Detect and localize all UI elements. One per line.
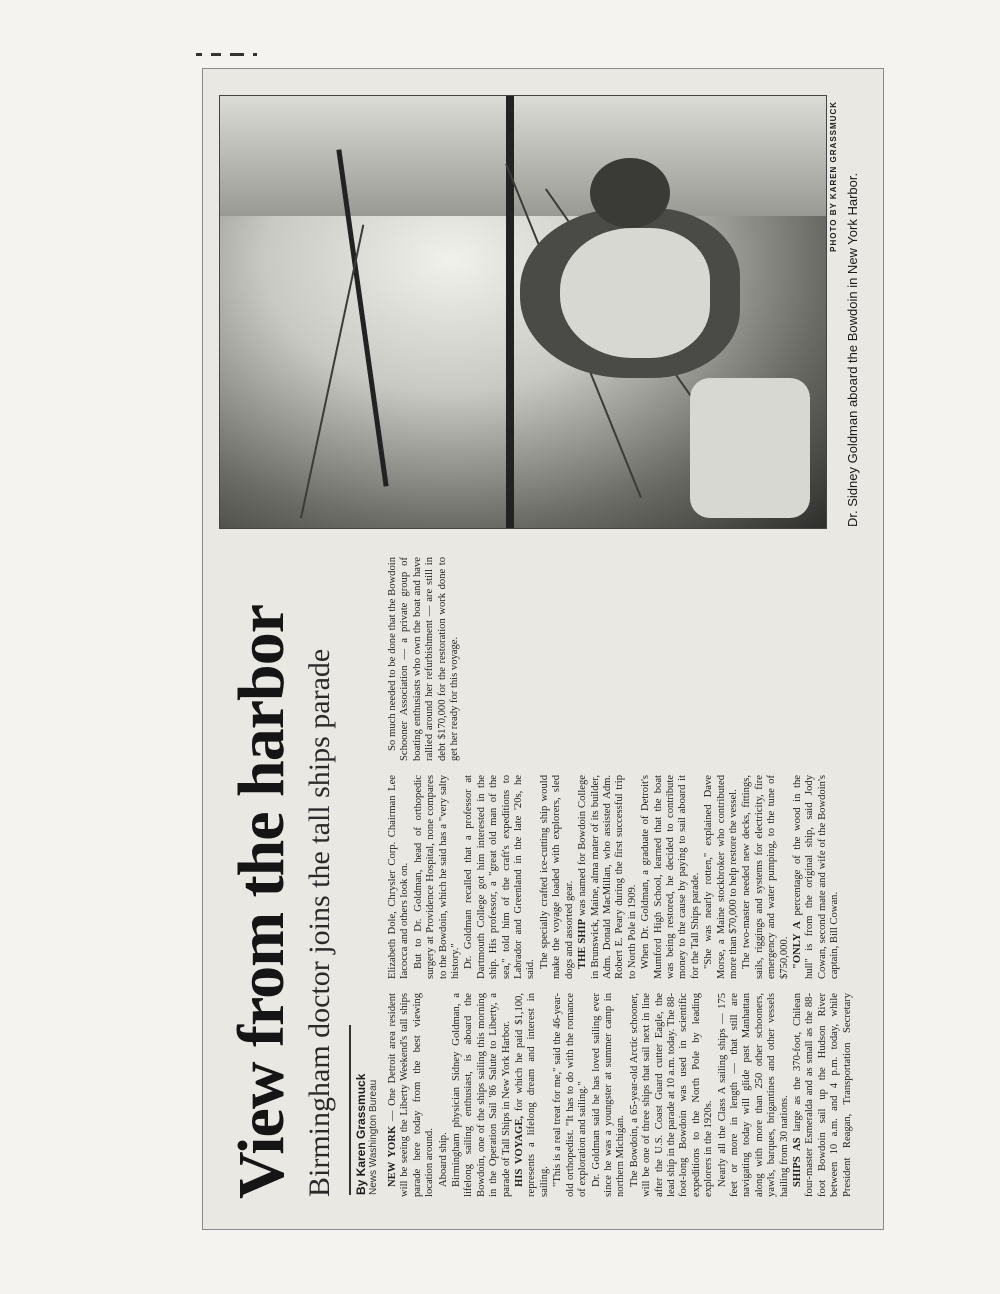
paragraph-text: So much needed to be done that the Bowdoin Schooner Association — a private group of boating enthusiasts who own the boat and have rallied around her refurbishment — are still in debt $170,000 for the restoration work done to get her ready for this voyage. — [387, 557, 461, 761]
article-photo — [219, 95, 827, 529]
article-paragraph — [413, 775, 463, 979]
photo-sky — [220, 96, 826, 216]
paragraph-lead-in: NEW YORK — [387, 1125, 398, 1187]
byline — [349, 1025, 379, 1195]
article-paragraph — [792, 775, 842, 979]
paragraph-lead-in: HIS VOYAGE, — [514, 1116, 526, 1187]
article-paragraph — [463, 775, 537, 979]
photo-person-head — [590, 158, 670, 228]
article-paragraph — [741, 775, 791, 979]
paragraph-lead-in: "ONLY A — [792, 921, 803, 969]
article-paragraph — [451, 993, 513, 1197]
article-paragraph — [577, 775, 639, 979]
article-paragraph — [703, 775, 740, 979]
photo-sail — [690, 378, 810, 518]
article-paragraph — [438, 993, 450, 1197]
scan-artifact-dashes — [196, 44, 266, 52]
article-body — [387, 557, 863, 1197]
paragraph-lead-in: THE SHIP — [577, 918, 589, 969]
article-paragraph — [717, 993, 791, 1197]
paragraph-text: The Bowdoin, a 65-year-old Arctic schooner, will be one of three ships that sail next in line after the U.S. Coast Guard cutter Eagle, the lead ship in the parade at 10 a.m. today. The 88-foot-long Bowdoin was used in scientific expeditions to the North Pole by leading explorers in the 1920s. — [628, 993, 715, 1197]
article-paragraph — [552, 993, 589, 1197]
paragraph-text: But to Dr. Goldman, head of orthopedic surgery at Providence Hospital, none compares to the Bowdoin, which he said has a "very salty history." — [412, 775, 462, 979]
byline-author: By Karen Grassmuck — [354, 1073, 368, 1195]
article-paragraph — [640, 775, 702, 979]
rotated-article — [203, 69, 883, 1229]
article-paragraph — [387, 557, 461, 761]
article-paragraph — [629, 993, 716, 1197]
paragraph-text: Birmingham physician Sidney Goldman, a lifelong sailing enthusiast, is aboard the Bowdoin, one of the ships sailing this morning in the Operation Sail '86 Salute to Liberty, a parade of Tall Ships in New York Harbor. — [451, 993, 512, 1197]
paragraph-lead-in: SHIPS AS — [792, 1137, 803, 1187]
paragraph-text: Dr. Goldman said he has loved sailing ever since he was a youngster at summer camp in northern Michigan. — [590, 993, 627, 1197]
photo-caption: Dr. Sidney Goldman aboard the Bowdoin in New York Harbor. — [845, 172, 860, 527]
article-paragraph — [514, 993, 551, 1197]
photo-credit: PHOTO BY KAREN GRASSMUCK — [829, 101, 838, 252]
photo-mast — [506, 96, 514, 528]
paragraph-text: — One Detroit area resident will be seeing the Liberty Weekend's tall ships parade here today from the best viewing location around. — [387, 993, 436, 1197]
paragraph-text: The specially crafted ice-cutting ship would make the voyage loaded with explorers, sled dogs and assorted gear. — [538, 775, 575, 979]
paragraph-text: Dr. Goldman recalled that a professor at Dartmouth College got him interested in the ship. His professor, a "great old man of the sea," told him of the craft's expeditions to Labrador and Greenland in the late '20s, he said. — [463, 775, 537, 979]
paragraph-text: was named for Bowdoin College in Brunswick, Maine, alma mater of its builder, Adm. Donald MacMillan, who assisted Adm. Robert E. Peary during the first successful trip to North Pole in 1909. — [577, 775, 638, 979]
article-paragraph — [539, 775, 576, 979]
subhead: Birmingham doctor joins the tall ships parade — [303, 648, 336, 1197]
photo-person-shirt — [560, 228, 710, 358]
paragraph-text: When Dr. Goldman, a graduate of Detroit's Mumford High School, learned that the boat was being restored, he decided to contribute money to the cause by paying to sail aboard it for the Tall Ships parade. — [640, 775, 701, 979]
paragraph-text: large as the 370-foot, Chilean four-master Esmeralda and as small as the 88-foot Bowdoin sail up the Hudson River between 10 a.m. and 4 p.m. today, while President Reagan, Transportation Secretary Elizabeth Dole, Chrysler Corp. Chairman Lee Iacocca and others look on. — [387, 775, 853, 1197]
paragraph-text: "This is a real treat for me," said the 46-year-old orthopedist. "It has to do with the romance of exploration and sailing." — [552, 993, 589, 1197]
headline: View from the harbor — [225, 604, 298, 1199]
photo-rigging — [300, 225, 364, 519]
paragraph-text: The two-master needed new decks, fittings, sails, riggings and systems for electricity, fire emergency and water pumping, to the tune of $750,000. — [741, 775, 790, 979]
newspaper-clipping — [202, 68, 884, 1230]
paragraph-text: Nearly all the Class A sailing ships — 175 feet or more in length — that still are navigating today will glide past Manhattan along with more than 250 other schooners, yawls, barques, brigantines and other vessels hailing from 30 nations. — [716, 993, 790, 1197]
paragraph-text: Aboard ship. — [437, 1132, 449, 1187]
paragraph-text: for which he paid $1,100, represents a lifelong dream and interest in sailing. — [514, 993, 550, 1197]
byline-bureau: News Washington Bureau — [368, 1079, 379, 1195]
article-paragraph — [387, 993, 437, 1197]
paragraph-text: "She was nearly rotten," explained Dave Morse, a Maine stockbroker who contributed more than $70,000 to help restore the vessel. — [703, 775, 739, 979]
article-paragraph — [591, 993, 628, 1197]
paragraph-text: percentage of the wood in the hull" is from the original ship, said Jody Cowan, second mate and wife of the Bowdoin's captain, Bill Cowan. — [792, 775, 841, 979]
show-through-text — [203, 529, 223, 1229]
